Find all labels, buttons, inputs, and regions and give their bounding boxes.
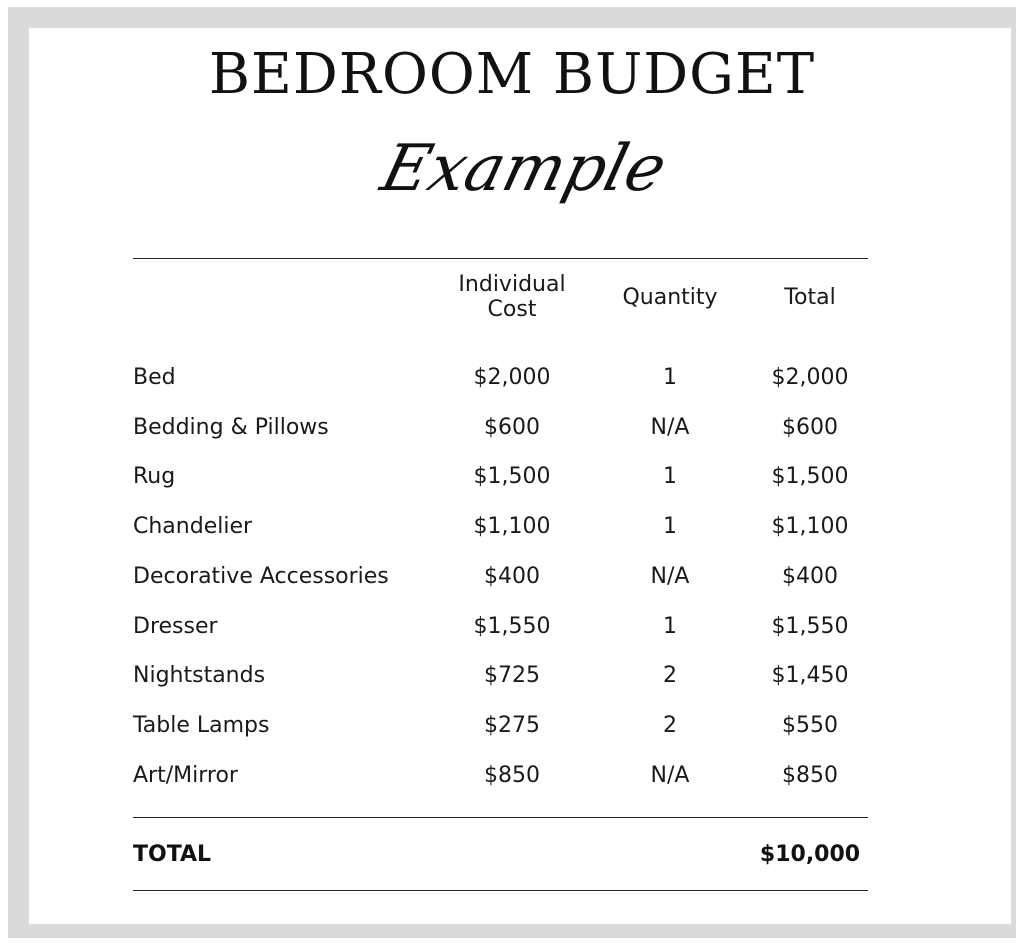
item-name: Decorative Accessories (133, 563, 389, 589)
item-cost: $2,000 (473, 365, 551, 390)
item-quantity: N/A (650, 563, 690, 589)
item-total: $850 (782, 762, 838, 788)
header-cost-line1: Individual (458, 272, 566, 297)
item-total: $1,550 (771, 613, 849, 639)
table-row (0, 661, 1024, 691)
item-name: Chandelier (133, 514, 253, 540)
item-quantity: 2 (663, 712, 677, 738)
table-row (0, 612, 1024, 642)
item-total: $400 (782, 563, 838, 589)
item-quantity: 2 (663, 663, 677, 689)
item-total: $550 (782, 712, 838, 738)
item-name: Bed (133, 365, 176, 390)
item-total: $600 (782, 414, 838, 440)
item-cost: $1,550 (473, 613, 551, 639)
item-name: Dresser (133, 613, 218, 639)
item-total: $1,100 (771, 514, 849, 540)
item-cost: $1,100 (473, 514, 551, 540)
bottom-divider (133, 890, 868, 891)
item-quantity: 1 (663, 514, 677, 540)
item-name: Art/Mirror (133, 762, 238, 788)
item-cost: $850 (484, 762, 540, 788)
item-cost: $275 (484, 712, 540, 738)
item-total: $2,000 (771, 365, 849, 390)
item-name: Bedding & Pillows (133, 414, 329, 440)
table-row (0, 413, 1024, 443)
item-cost: $400 (484, 563, 540, 589)
header-total: Total (784, 285, 836, 310)
total-divider (133, 817, 868, 818)
subtitle-text: Example (374, 131, 674, 206)
item-quantity: 1 (663, 464, 677, 490)
table-row (0, 761, 1024, 791)
table-row (0, 363, 1024, 393)
item-cost: $725 (484, 663, 540, 689)
item-quantity: N/A (650, 762, 690, 788)
total-label: TOTAL (133, 842, 212, 867)
item-quantity: 1 (663, 613, 677, 639)
item-total: $1,450 (771, 663, 849, 689)
header-individual-cost (452, 272, 572, 322)
item-cost: $600 (484, 414, 540, 440)
item-quantity: 1 (663, 365, 677, 390)
page-title: BEDROOM BUDGET (208, 42, 816, 107)
item-name: Rug (133, 464, 176, 490)
item-cost: $1,500 (473, 464, 551, 490)
item-name: Nightstands (133, 663, 266, 689)
table-row (0, 512, 1024, 542)
item-total: $1,500 (771, 464, 849, 490)
header-quantity: Quantity (622, 285, 718, 310)
table-row (0, 562, 1024, 592)
table-row (0, 711, 1024, 741)
header-cost-line2: Cost (487, 297, 537, 322)
item-name: Table Lamps (133, 712, 270, 738)
top-divider (133, 258, 868, 259)
item-quantity: N/A (650, 414, 690, 440)
table-row (0, 462, 1024, 492)
subtitle-script (374, 112, 674, 242)
total-value: $10,000 (759, 842, 861, 867)
